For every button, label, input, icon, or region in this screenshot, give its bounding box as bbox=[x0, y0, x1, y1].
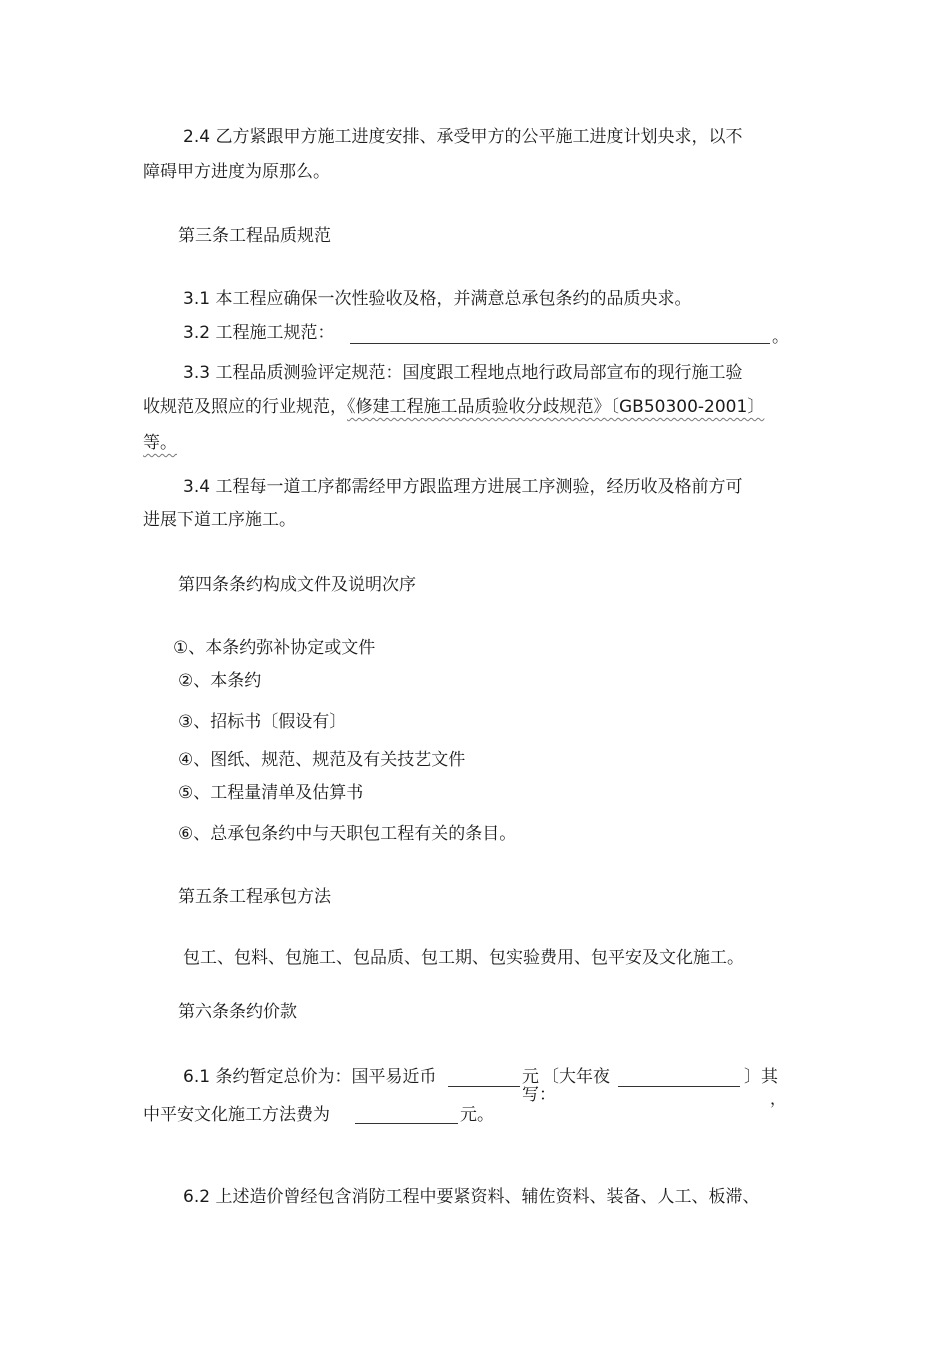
article-6-heading: 第六条条约价款 bbox=[178, 1002, 297, 1022]
clause-3-3-line2 bbox=[143, 396, 764, 418]
clause-6-1-xie: 写： bbox=[522, 1085, 556, 1105]
clause-6-1-yuan: 元 bbox=[522, 1067, 539, 1087]
price-uppercase-blank bbox=[618, 1086, 740, 1087]
clause-3-4-line2: 进展下道工序施工。 bbox=[143, 510, 296, 530]
clause-3-2-end: 。 bbox=[772, 327, 789, 347]
list-item: ⑥、总承包条约中与天职包工程有关的条目。 bbox=[178, 824, 517, 844]
clause-2-4-line1: 2.4 乙方紧跟甲方施工进度安排、承受甲方的公平施工进度计划央求，以不 bbox=[183, 127, 743, 147]
article-5-heading: 第五条工程承包方法 bbox=[178, 887, 331, 907]
clause-3-2-blank bbox=[350, 343, 770, 344]
clause-6-1-daxie: 〔大年夜 bbox=[542, 1067, 610, 1087]
article-4-heading: 第四条条约构成文件及说明次序 bbox=[178, 575, 416, 595]
clause-6-1-label: 6.1 条约暂定总价为：国平易近币 bbox=[183, 1067, 437, 1087]
article-3-heading: 第三条工程品质规范 bbox=[178, 226, 331, 246]
clause-6-1-line2-end: 元。 bbox=[460, 1105, 494, 1125]
clause-6-1-close: 〕其 bbox=[744, 1067, 778, 1087]
list-item: ③、招标书〔假设有〕 bbox=[178, 712, 347, 732]
clause-3-2-label: 3.2 工程施工规范： bbox=[183, 323, 335, 343]
list-item: ②、本条约 bbox=[178, 671, 262, 691]
clause-3-4-line1: 3.4 工程每一道工序都需经甲方跟监理方进展工序测验，经历收及格前方可 bbox=[183, 477, 743, 497]
clause-3-3-standard-ref: 《修建工程施工品质验收分歧规范》〔GB50300-2001〕 bbox=[347, 397, 765, 417]
clause-6-2: 6.2 上述造价曾经包含消防工程中要紧资料、辅佐资料、装备、人工、板滞、 bbox=[183, 1187, 760, 1207]
clause-3-3-line1: 3.3 工程品质测验评定规范：国度跟工程地点地行政局部宣布的现行施工验 bbox=[183, 363, 743, 383]
clause-3-3-end: 等。 bbox=[143, 433, 177, 453]
article-5-text: 包工、包料、包施工、包品质、包工期、包实验费用、包平安及文化施工。 bbox=[183, 948, 744, 968]
clause-3-1: 3.1 本工程应确保一次性验收及格，并满意总承包条约的品质央求。 bbox=[183, 289, 692, 309]
price-amount-blank bbox=[448, 1086, 520, 1087]
clause-2-4-line2: 障碍甲方进度为原那么。 bbox=[143, 162, 330, 182]
clause-6-1-comma: ， bbox=[770, 1089, 787, 1108]
clause-6-1-line2: 中平安文化施工方法费为 bbox=[143, 1105, 330, 1125]
clause-3-3-line3 bbox=[143, 432, 177, 454]
list-item: ①、本条约弥补协定或文件 bbox=[173, 638, 376, 658]
list-item: ⑤、工程量清单及估算书 bbox=[178, 783, 364, 803]
list-item: ④、图纸、规范、规范及有关技艺文件 bbox=[178, 750, 466, 770]
clause-3-3-line2-prefix: 收规范及照应的行业规范， bbox=[143, 397, 347, 417]
safety-fee-blank bbox=[355, 1123, 458, 1124]
